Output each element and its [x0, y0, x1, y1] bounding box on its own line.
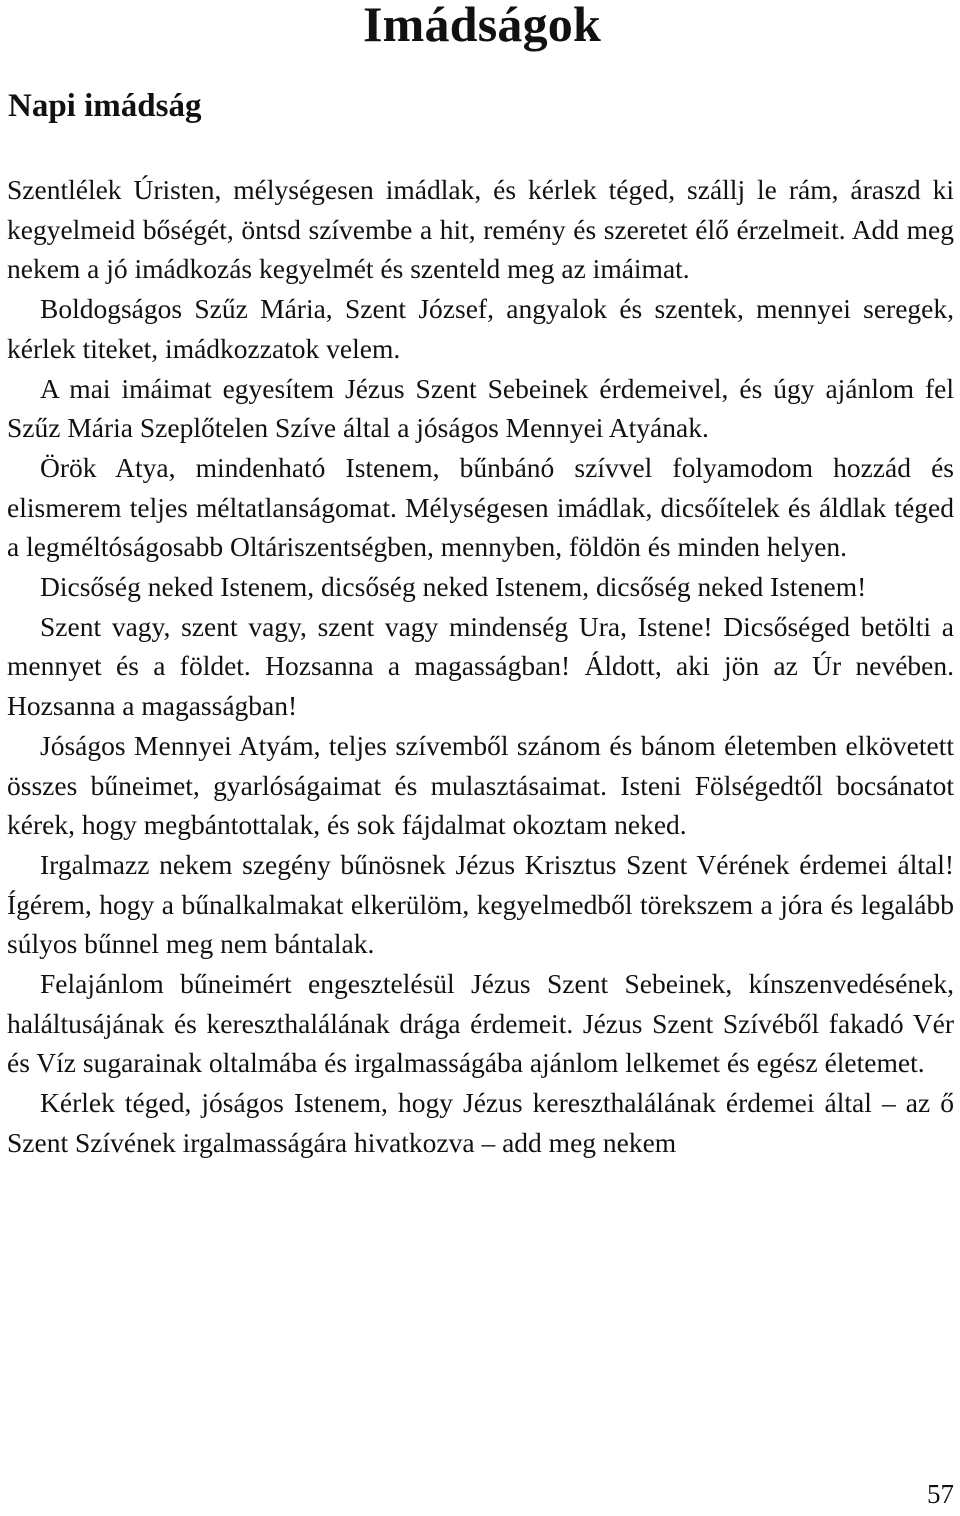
section-heading: Napi imádság	[8, 88, 202, 124]
prayer-paragraph: Kérlek téged, jóságos Istenem, hogy Jézus kereszthalálának érdemei által – az ő Szent Szívének irgalmasságára hivatkozva – add meg nekem	[7, 1087, 954, 1158]
prayer-paragraph: Boldogságos Szűz Mária, Szent József, angyalok és szentek, mennyei seregek, kérlek titeket, imádkozzatok velem.	[7, 293, 954, 364]
prayer-paragraph: Örök Atya, mindenható Istenem, bűnbánó szívvel folyamodom hozzád és elismerem teljes méltatlanságomat. Mélységesen imádlak, dicsőítelek és áldlak téged a legméltóságosabb Oltáriszentségben, mennyben, földön és minden helyen.	[7, 451, 954, 563]
prayer-body	[7, 170, 954, 1163]
prayer-paragraph: Szent vagy, szent vagy, szent vagy mindenség Ura, Istene! Dicsőséged betölti a mennyet és a földet. Hozsanna a magasságban! Áldott, aki jön az Úr nevében. Hozsanna a magasságban!	[7, 610, 954, 722]
prayer-paragraph: Szentlélek Úristen, mélységesen imádlak, és kérlek téged, szállj le rám, áraszd ki kegyelmeid bőségét, öntsd szívembe a hit, remény és szeretet élő érzelmeit. Add meg nekem a jó imádkozás kegyelmét és szenteld meg az imáimat.	[7, 174, 954, 285]
prayer-paragraph: Irgalmazz nekem szegény bűnösnek Jézus Krisztus Szent Vérének érdemei által! Ígérem, hogy a bűnalkalmakat elkerülöm, kegyelmedből törekszem a jóra és legalább súlyos bűnnel meg nem bántalak.	[7, 848, 954, 960]
prayer-paragraph: Dicsőség neked Istenem, dicsőség neked Istenem, dicsőség neked Istenem!	[40, 571, 867, 603]
page-number: 57	[927, 1479, 954, 1509]
prayer-paragraph: A mai imáimat egyesítem Jézus Szent Sebeinek érdemeivel, és úgy ajánlom fel Szűz Mária Szeplőtelen Szíve által a jóságos Mennyei Atyának.	[7, 372, 954, 444]
prayer-paragraph: Felajánlom bűneimért engesztelésül Jézus Szent Sebeinek, kínszenvedésének, haláltusájának és kereszthalálának drága érdemeit. Jézus Szent Szívéből fakadó Vér és Víz sugarainak oltalmába és irgalmasságába ajánlom lelkemet és egész életemet.	[7, 968, 954, 1079]
prayer-paragraph: Jóságos Mennyei Atyám, teljes szívemből szánom és bánom életemben elkövetett összes bűneimet, gyarlóságaimat és mulasztásaimat. Isteni Fölségedtől bocsánatot kérek, hogy megbántottalak, és sok fájdalmat okoztam neked.	[7, 729, 954, 841]
page-title: Imádságok	[363, 0, 601, 52]
